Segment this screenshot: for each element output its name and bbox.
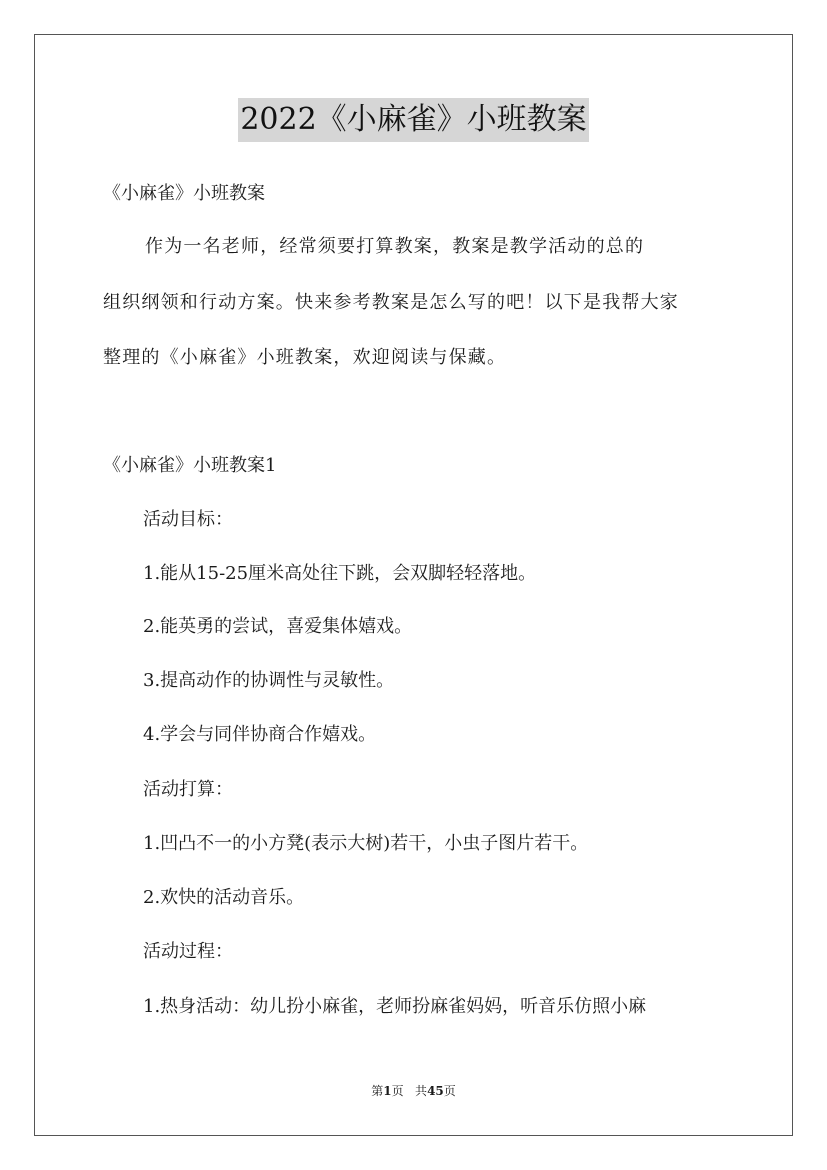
page-label-suffix: 页 [391, 1084, 404, 1098]
process-item: 1.热身活动：幼儿扮小麻雀，老师扮麻雀妈妈，听音乐仿照小麻 [143, 996, 647, 1017]
prep-heading: 活动打算： [143, 779, 233, 800]
prep-item: 2.欢快的活动音乐。 [143, 887, 305, 908]
section-heading: 《小麻雀》小班教案1 [103, 455, 277, 476]
document-title: 2022《小麻雀》小班教案 [238, 98, 588, 142]
process-heading: 活动过程： [143, 941, 233, 962]
total-label-suffix: 页 [443, 1084, 456, 1098]
title-container [0, 98, 827, 142]
goal-item: 3.提高动作的协调性与灵敏性。 [143, 670, 395, 691]
goal-item: 2.能英勇的尝试，喜爱集体嬉戏。 [143, 616, 413, 637]
goals-heading: 活动目标： [143, 509, 233, 530]
intro-paragraph-line-1: 作为一名老师，经常须要打算教案，教案是教学活动的总的 [145, 236, 645, 257]
intro-paragraph-line-3: 整理的《小麻雀》小班教案，欢迎阅读与保藏。 [103, 347, 507, 368]
intro-heading: 《小麻雀》小班教案 [103, 183, 265, 204]
goal-item: 4.学会与同伴协商合作嬉戏。 [143, 724, 377, 745]
total-pages: 45 [427, 1084, 444, 1098]
page-label-prefix: 第 [371, 1084, 384, 1098]
page-number: 1 [383, 1084, 392, 1098]
intro-paragraph-line-2: 组织纲领和行动方案。快来参考教案是怎么写的吧！以下是我帮大家 [103, 292, 679, 313]
goal-item: 1.能从15-25厘米高处往下跳，会双脚轻轻落地。 [143, 563, 537, 584]
page-footer [0, 1083, 827, 1099]
total-label-prefix: 共 [415, 1084, 428, 1098]
prep-item: 1.凹凸不一的小方凳(表示大树)若干，小虫子图片若干。 [143, 833, 589, 854]
